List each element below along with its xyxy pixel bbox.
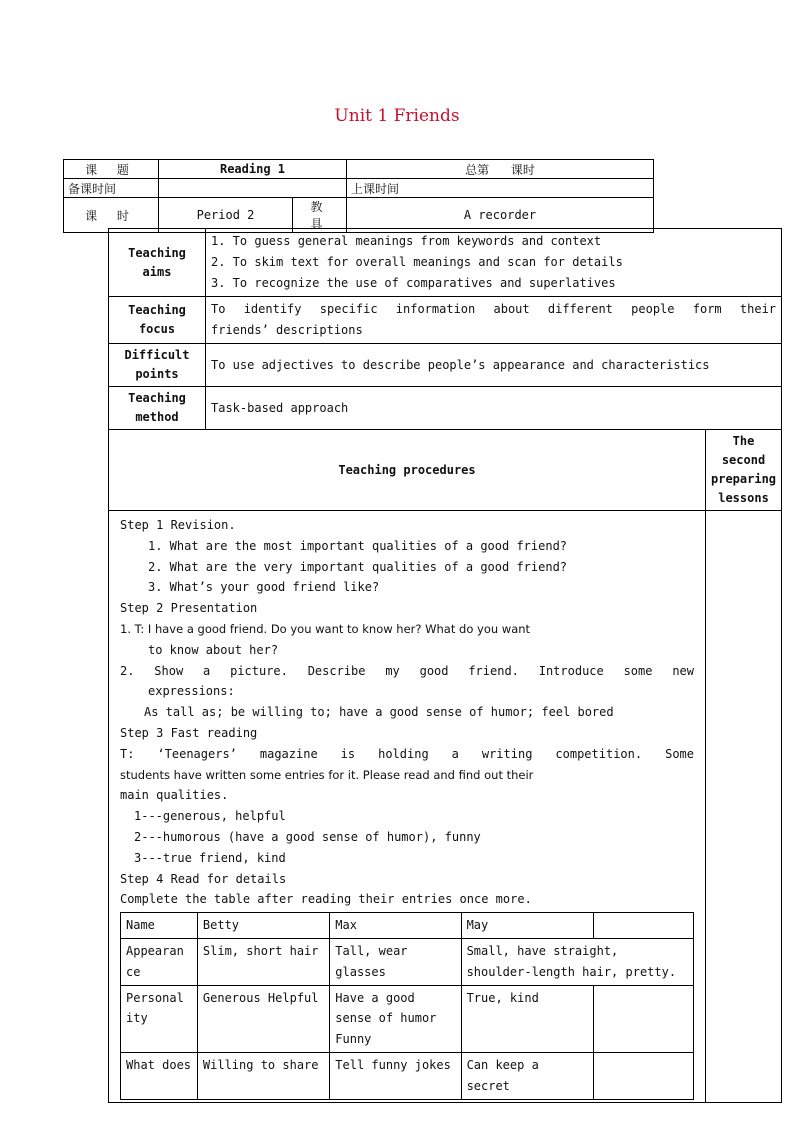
focus-line: To identify specific information about different people form their bbox=[211, 302, 777, 316]
focus-cell bbox=[206, 297, 782, 344]
expressions: As tall as; be willing to; have a good sense of humor; feel bored bbox=[144, 705, 614, 720]
aim-item: 1. To guess general meanings from keywords and context bbox=[211, 234, 602, 248]
details-cell: Slim, short hair bbox=[197, 938, 329, 985]
details-cell: What does bbox=[121, 1052, 198, 1099]
fast-reading-text: T: ‘Teenagers’ magazine is holding a writing competition. Some bbox=[120, 746, 694, 761]
second-preparing-cell bbox=[706, 511, 782, 1103]
topic-value: Reading 1 bbox=[159, 160, 347, 179]
details-header: May bbox=[461, 913, 593, 939]
answer-item: 1---generous, helpful bbox=[134, 809, 286, 824]
method-label: Teaching method bbox=[109, 387, 206, 430]
total-label: 总第 课时 bbox=[347, 160, 654, 179]
fast-reading-text: students have written some entries for it. Please read and find out their bbox=[120, 767, 534, 782]
tool-label: 教 具 bbox=[293, 198, 347, 233]
aims-cell bbox=[206, 229, 782, 297]
answer-item: 3---true friend, kind bbox=[134, 850, 286, 865]
period-value: Period 2 bbox=[159, 198, 293, 233]
topic-label: 课 题 bbox=[64, 160, 159, 179]
step-heading: Step 4 Read for details bbox=[120, 871, 287, 886]
presentation-item: 2. Show a picture. Describe my good friend. Introduce some new bbox=[120, 663, 694, 678]
details-header: Max bbox=[330, 913, 461, 939]
step-heading: Step 1 Revision. bbox=[120, 518, 236, 532]
details-cell: Can keep a secret bbox=[461, 1052, 593, 1099]
page-title: Unit 1 Friends bbox=[334, 106, 460, 126]
details-cell: True, kind bbox=[461, 985, 593, 1052]
method-text: Task-based approach bbox=[206, 387, 782, 430]
tool-value: A recorder bbox=[347, 198, 654, 233]
details-cell: Have a good sense of humor Funny bbox=[330, 985, 461, 1052]
header-table bbox=[63, 159, 654, 233]
question-item: 2. What are the very important qualities of a good friend? bbox=[148, 559, 568, 574]
step-heading: Step 3 Fast reading bbox=[120, 725, 258, 740]
details-cell bbox=[593, 1052, 693, 1099]
answer-item: 2---humorous (have a good sense of humor), funny bbox=[134, 829, 481, 844]
details-cell: Small, have straight, shoulder-length hair, pretty. bbox=[461, 938, 693, 985]
details-header: Name bbox=[121, 913, 198, 939]
aim-item: 2. To skim text for overall meanings and scan for details bbox=[211, 255, 623, 269]
details-cell: Personal ity bbox=[121, 985, 198, 1052]
prep-time-label: 备课时间 bbox=[64, 179, 159, 198]
details-cell: Tell funny jokes bbox=[330, 1052, 461, 1099]
focus-label: Teaching focus bbox=[109, 297, 206, 344]
details-cell: Appearan ce bbox=[121, 938, 198, 985]
procedures-label: Teaching procedures bbox=[109, 430, 706, 511]
focus-line: friends’ descriptions bbox=[211, 323, 363, 337]
question-item: 1. What are the most important qualities of a good friend? bbox=[148, 538, 568, 553]
details-header: Betty bbox=[197, 913, 329, 939]
details-cell: Tall, wear glasses bbox=[330, 938, 461, 985]
details-header bbox=[593, 913, 693, 939]
fast-reading-text: main qualities. bbox=[120, 788, 229, 803]
procedures-cell bbox=[109, 511, 706, 1103]
second-preparing-label: The second preparing lessons bbox=[706, 430, 782, 511]
aim-item: 3. To recognize the use of comparatives and superlatives bbox=[211, 276, 616, 290]
lesson-plan-table bbox=[108, 228, 782, 1103]
period-label: 课 时 bbox=[64, 198, 159, 233]
prep-time-value bbox=[159, 179, 347, 198]
presentation-item: to know about her? bbox=[148, 642, 279, 657]
question-item: 3. What’s your good friend like? bbox=[148, 580, 380, 595]
class-time-label: 上课时间 bbox=[347, 179, 654, 198]
details-cell: Generous Helpful bbox=[197, 985, 329, 1052]
step4-intro: Complete the table after reading their entries once more. bbox=[120, 892, 532, 907]
presentation-item: 1. T: I have a good friend. Do you want to know her? What do you want bbox=[120, 621, 531, 636]
difficult-text: To use adjectives to describe people’s appearance and characteristics bbox=[206, 344, 782, 387]
details-table bbox=[120, 912, 694, 1099]
difficult-label: Difficult points bbox=[109, 344, 206, 387]
details-cell bbox=[593, 985, 693, 1052]
details-cell: Willing to share bbox=[197, 1052, 329, 1099]
step-heading: Step 2 Presentation bbox=[120, 601, 258, 616]
aims-label: Teaching aims bbox=[109, 229, 206, 297]
presentation-item: expressions: bbox=[148, 684, 235, 699]
